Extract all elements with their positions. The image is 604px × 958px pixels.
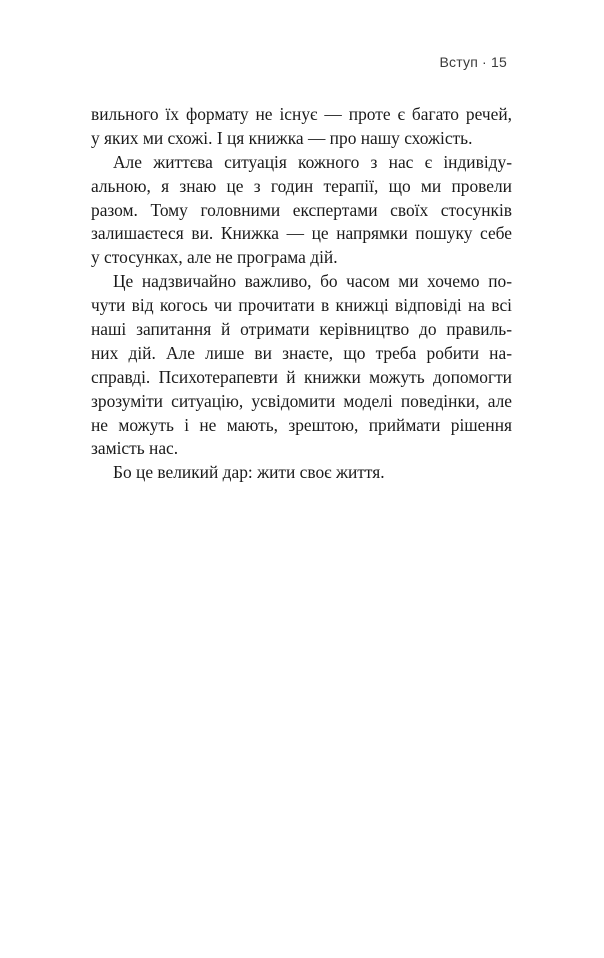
- text-line: Бо це великий дар: жити своє життя.: [113, 462, 385, 483]
- text-line: не можуть і не мають, зрештою, приймати рішення: [91, 414, 512, 435]
- text-line: чути від когось чи прочитати в книжці відповіді на всі: [91, 295, 512, 316]
- text-line: зрозуміти ситуацію, усвідомити моделі поведінки, але: [91, 390, 512, 411]
- text-line: наші запитання й отримати керівництво до правиль-: [91, 319, 512, 340]
- text-line: залишаєтеся ви. Книжка — це напрямки пошуку себе: [91, 223, 512, 244]
- text-line: у яких ми схожі. І ця книжка — про нашу схожість.: [91, 127, 473, 148]
- text-line: Але життєва ситуація кожного з нас є індивіду-: [113, 151, 512, 172]
- text-line: замість нас.: [91, 438, 179, 459]
- text-line: вильного їх формату не існує — проте є багато речей,: [91, 104, 512, 124]
- text-line: у стосунках, але не програма дій.: [91, 247, 338, 268]
- running-head: Вступ · 15: [439, 54, 507, 70]
- text-line: разом. Тому головними експертами своїх стосунків: [91, 199, 512, 220]
- text-line: Це надзвичайно важливо, бо часом ми хочемо по-: [113, 271, 512, 292]
- text-line: альною, я знаю це з годин терапії, що ми провели: [91, 175, 512, 196]
- body-text: [91, 103, 512, 485]
- text-line: справді. Психотерапевти й книжки можуть допомогти: [91, 366, 512, 387]
- text-line: них дій. Але лише ви знаєте, що треба робити на-: [91, 342, 512, 363]
